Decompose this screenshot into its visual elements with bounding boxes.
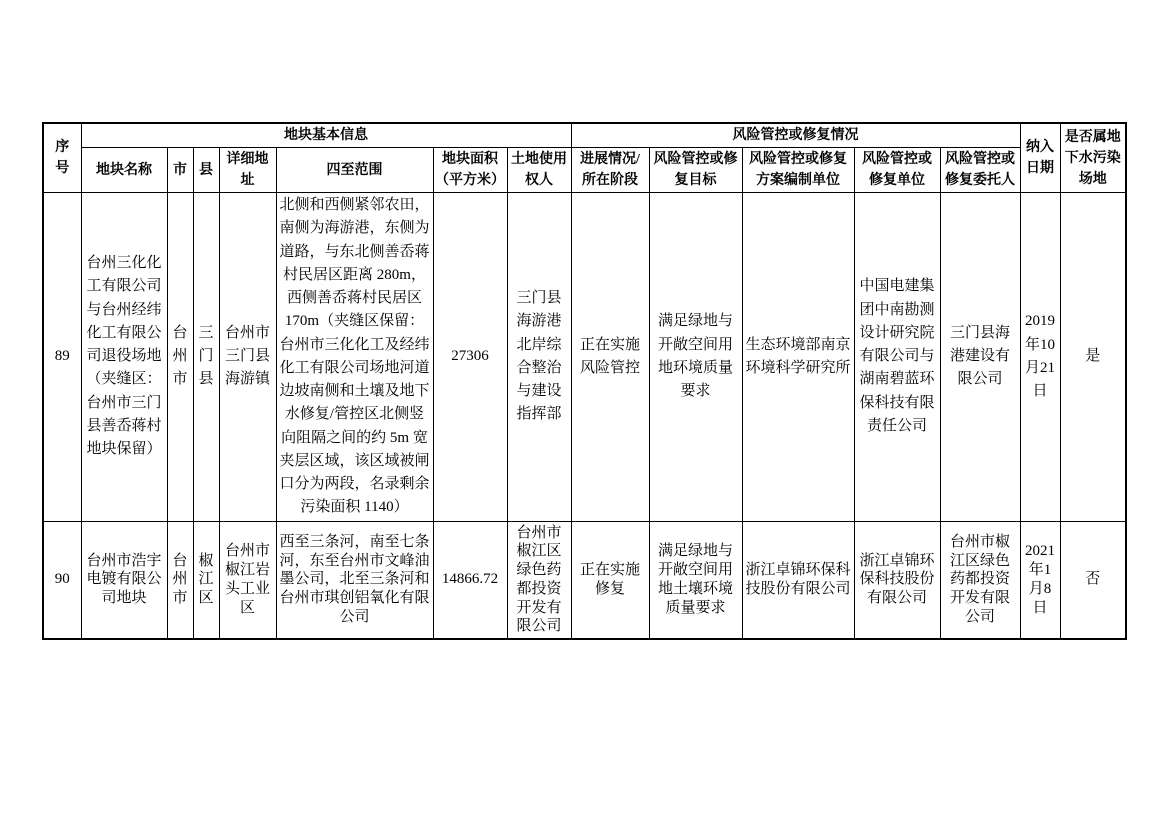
header-sub-row [43, 148, 1126, 193]
row90-seq: 90 [43, 521, 81, 639]
row89-area: 27306 [433, 193, 507, 522]
row89-inclusion-date: 2019年10月21日 [1020, 193, 1060, 522]
row90-progress: 正在实施修复 [571, 521, 649, 639]
row90-inclusion-date: 2021年1月8日 [1020, 521, 1060, 639]
header-plan-unit: 风险管控或修复方案编制单位 [742, 148, 854, 193]
row89-county: 三门县 [193, 193, 219, 522]
row89-boundaries: 北侧和西侧紧邻农田，南侧为海游港，东侧为道路，与东北侧善岙蒋村民居区距离 280m，西侧善岙蒋村民居区 170m（夹缝区保留：台州市三化化工及经纬化工有限公司场地河道边坡南侧和土壤及地下水修复/管控区北侧竖向阻隔之间的约 5m 宽夹层区域，该区域被闸口分为两段，名录剩余污染面积 1140） [276, 193, 433, 522]
row90-goal: 满足绿地与开敞空间用地土壤环境质量要求 [649, 521, 742, 639]
header-remediation-unit: 风险管控或修复单位 [854, 148, 940, 193]
header-address: 详细地址 [219, 148, 276, 193]
row90-remediation-unit: 浙江卓锦环保科技股份有限公司 [854, 521, 940, 639]
header-client: 风险管控或修复委托人 [940, 148, 1020, 193]
row90-city: 台州市 [167, 521, 193, 639]
header-goal: 风险管控或修复目标 [649, 148, 742, 193]
table-row-89 [43, 193, 1126, 522]
header-seq: 序号 [43, 123, 81, 193]
header-parcel-name: 地块名称 [81, 148, 167, 193]
row90-plan-unit: 浙江卓锦环保科技股份有限公司 [742, 521, 854, 639]
row90-client: 台州市椒江区绿色药都投资开发有限公司 [940, 521, 1020, 639]
header-group-basic-info: 地块基本信息 [81, 123, 571, 148]
row90-area: 14866.72 [433, 521, 507, 639]
row89-goal: 满足绿地与开敞空间用地环境质量要求 [649, 193, 742, 522]
header-land-user: 土地使用权人 [507, 148, 571, 193]
row89-progress: 正在实施风险管控 [571, 193, 649, 522]
row90-address: 台州市椒江岩头工业区 [219, 521, 276, 639]
row89-seq: 89 [43, 193, 81, 522]
row89-city: 台州市 [167, 193, 193, 522]
row89-plan-unit: 生态环境部南京环境科学研究所 [742, 193, 854, 522]
table-row-90 [43, 521, 1126, 639]
row90-groundwater: 否 [1060, 521, 1126, 639]
row90-county: 椒江区 [193, 521, 219, 639]
header-group-risk-info: 风险管控或修复情况 [571, 123, 1020, 148]
row89-remediation-unit: 中国电建集团中南勘测设计研究院有限公司与湖南碧蓝环保科技有限责任公司 [854, 193, 940, 522]
row89-groundwater: 是 [1060, 193, 1126, 522]
header-progress: 进展情况/所在阶段 [571, 148, 649, 193]
header-county: 县 [193, 148, 219, 193]
header-city: 市 [167, 148, 193, 193]
header-area: 地块面积（平方米） [433, 148, 507, 193]
row89-client: 三门县海港建设有限公司 [940, 193, 1020, 522]
row89-parcel-name: 台州三化化工有限公司与台州经纬化工有限公司退役场地（夹缝区：台州市三门县善岙蒋村地块保留） [81, 193, 167, 522]
row89-land-user: 三门县海游港北岸综合整治与建设指挥部 [507, 193, 571, 522]
row90-parcel-name: 台州市浩宇电镀有限公司地块 [81, 521, 167, 639]
row90-land-user: 台州市椒江区绿色药都投资开发有限公司 [507, 521, 571, 639]
header-group-row [43, 123, 1126, 148]
row90-boundaries: 西至三条河，南至七条河，东至台州市文峰油墨公司，北至三条河和台州市琪创铝氧化有限公司 [276, 521, 433, 639]
header-groundwater: 是否属地下水污染场地 [1060, 123, 1126, 193]
row89-address: 台州市三门县海游镇 [219, 193, 276, 522]
header-inclusion-date: 纳入日期 [1020, 123, 1060, 193]
header-boundaries: 四至范围 [276, 148, 433, 193]
parcel-risk-table [42, 122, 1127, 640]
